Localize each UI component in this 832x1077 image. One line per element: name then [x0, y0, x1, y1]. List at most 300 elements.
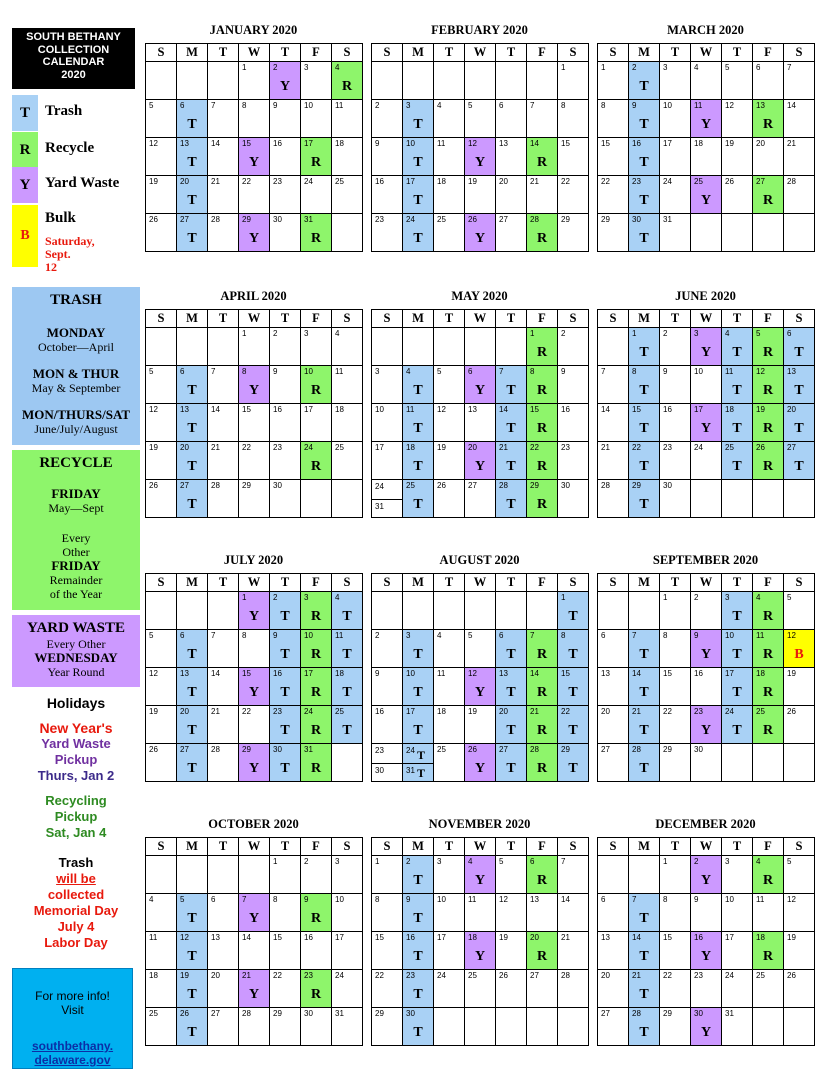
day-number: 31 — [304, 215, 313, 224]
pickup-code: Y — [279, 79, 291, 94]
empty-day-cell — [145, 855, 177, 894]
day-number: 17 — [725, 669, 734, 678]
day-number: 2 — [406, 857, 411, 866]
trash-day-cell — [402, 893, 434, 932]
day-number: 28 — [632, 1009, 641, 1018]
empty-day-cell — [690, 213, 722, 252]
pickup-code: T — [794, 383, 804, 398]
week-row — [145, 441, 362, 479]
holiday-new-years: New Year's — [39, 720, 113, 736]
day-number: 23 — [632, 177, 641, 186]
pickup-code: T — [187, 459, 197, 474]
day-number: 18 — [756, 669, 765, 678]
day-number: 22 — [663, 707, 672, 716]
day-number: 5 — [468, 101, 473, 110]
day-number: 26 — [437, 481, 446, 490]
day-cell — [207, 969, 239, 1008]
recycle-remainder: Remainder — [49, 573, 103, 587]
trash-day-cell — [402, 137, 434, 176]
day-number: 20 — [756, 139, 765, 148]
day-number: 5 — [499, 857, 504, 866]
recycle-day-cell — [300, 591, 332, 630]
empty-day-cell — [597, 855, 629, 894]
yard-waste-day-cell — [238, 893, 270, 932]
day-number: 27 — [601, 1009, 610, 1018]
pickup-code: R — [310, 911, 322, 926]
day-cell — [207, 175, 239, 214]
week-row — [145, 855, 362, 893]
day-number: 3 — [725, 593, 730, 602]
day-number: 6 — [601, 631, 606, 640]
empty-day-cell — [721, 479, 753, 518]
weekday-header: W — [690, 43, 722, 62]
day-number: 1 — [663, 593, 668, 602]
day-number: 26 — [149, 481, 158, 490]
weekday-header: S — [597, 837, 629, 856]
pickup-code: T — [280, 647, 290, 662]
empty-day-cell — [402, 61, 434, 100]
empty-day-cell — [331, 479, 363, 518]
day-cell — [597, 743, 629, 782]
split-day-trash — [403, 763, 433, 782]
more-info-line-2: Visit — [61, 1003, 84, 1017]
day-number: 15 — [663, 933, 672, 942]
pickup-code: T — [413, 421, 423, 436]
empty-day-cell — [176, 591, 208, 630]
weekday-header: M — [176, 309, 208, 328]
recycle-schedule-months: May—Sept — [48, 501, 104, 515]
pickup-code: R — [310, 685, 322, 700]
recycle-day-cell — [526, 931, 558, 970]
day-number: 31 — [725, 1009, 734, 1018]
day-number: 2 — [375, 101, 380, 110]
day-number: 1 — [561, 593, 566, 602]
trash-day-cell — [176, 365, 208, 404]
weekday-header: S — [371, 43, 403, 62]
day-number: 9 — [273, 367, 278, 376]
day-number: 27 — [468, 481, 477, 490]
recycle-schedule-day: FRIDAY — [51, 486, 101, 501]
trash-schedule-months-1: October—April — [38, 340, 114, 354]
day-number: 1 — [375, 857, 380, 866]
day-number: 29 — [242, 215, 251, 224]
empty-day-cell — [207, 591, 239, 630]
empty-day-cell — [752, 213, 784, 252]
day-cell — [597, 893, 629, 932]
trash-day-cell — [557, 591, 589, 630]
day-cell — [557, 931, 589, 970]
yard-waste-day-cell — [464, 137, 496, 176]
day-number: 20 — [180, 177, 189, 186]
website-link[interactable] — [13, 1039, 132, 1067]
day-number: 27 — [787, 443, 796, 452]
day-number: 4 — [335, 63, 340, 72]
day-cell — [721, 931, 753, 970]
day-cell — [371, 365, 403, 404]
day-cell — [269, 327, 301, 366]
day-number: 6 — [180, 367, 185, 376]
day-number: 19 — [180, 971, 189, 980]
day-number: 1 — [242, 329, 247, 338]
day-number: 20 — [787, 405, 796, 414]
day-number: 5 — [787, 593, 792, 602]
day-number: 14 — [211, 669, 220, 678]
week-row — [371, 855, 588, 893]
day-number: 26 — [468, 215, 477, 224]
weekday-header: S — [597, 309, 629, 328]
holidays-section — [12, 695, 140, 951]
pickup-code: R — [762, 193, 774, 208]
weekday-header: W — [464, 837, 496, 856]
day-number: 27 — [530, 971, 539, 980]
pickup-code: T — [416, 747, 425, 762]
pickup-code: T — [639, 685, 649, 700]
day-number: 3 — [694, 329, 699, 338]
yard-waste-day-cell — [464, 743, 496, 782]
pickup-code: R — [536, 685, 548, 700]
pickup-code: R — [310, 987, 322, 1002]
day-number: 30 — [406, 1009, 415, 1018]
pickup-code: T — [413, 987, 423, 1002]
day-number: 16 — [375, 707, 384, 716]
day-cell — [269, 893, 301, 932]
week-row — [145, 969, 362, 1007]
day-number: 16 — [561, 405, 570, 414]
day-cell — [331, 893, 363, 932]
day-cell — [721, 855, 753, 894]
day-number: 12 — [149, 139, 158, 148]
day-number: 8 — [561, 101, 566, 110]
day-number: 24 — [406, 215, 415, 224]
week-row — [597, 705, 814, 743]
day-number: 11 — [335, 631, 344, 640]
recycle-day-cell — [300, 365, 332, 404]
week-row — [371, 61, 588, 99]
day-number: 1 — [242, 593, 247, 602]
day-cell — [300, 175, 332, 214]
day-number: 2 — [273, 329, 278, 338]
day-cell — [371, 667, 403, 706]
day-number: 13 — [756, 101, 765, 110]
pickup-code: R — [762, 647, 774, 662]
yard-waste-day-cell — [464, 667, 496, 706]
day-cell — [300, 99, 332, 138]
day-number: 11 — [149, 933, 158, 942]
day-number: 22 — [601, 177, 610, 186]
pickup-code: Y — [474, 949, 486, 964]
pickup-code: T — [732, 459, 742, 474]
weekday-header: S — [331, 309, 363, 328]
day-cell — [597, 175, 629, 214]
day-number: 26 — [725, 177, 734, 186]
pickup-code: T — [187, 949, 197, 964]
weekday-header-row — [145, 573, 362, 591]
day-number: 12 — [787, 631, 796, 640]
day-cell — [433, 365, 465, 404]
day-number: 25 — [468, 971, 477, 980]
day-number: 4 — [437, 631, 442, 640]
month-grid — [597, 573, 814, 781]
empty-day-cell — [433, 1007, 465, 1046]
week-row — [145, 705, 362, 743]
recycle-day-cell — [526, 327, 558, 366]
empty-day-cell — [495, 591, 527, 630]
weekday-header: F — [300, 309, 332, 328]
week-row — [145, 137, 362, 175]
recycle-day-cell — [526, 403, 558, 442]
day-number: 6 — [180, 631, 185, 640]
pickup-code: T — [568, 647, 578, 662]
day-number: 21 — [211, 177, 220, 186]
day-number: 28 — [787, 177, 796, 186]
weekday-header: T — [721, 573, 753, 592]
day-cell — [238, 441, 270, 480]
day-number: 7 — [499, 367, 504, 376]
weekday-header-row — [597, 43, 814, 61]
trash-day-cell — [176, 705, 208, 744]
weekday-header: T — [207, 573, 239, 592]
weekday-header: T — [269, 837, 301, 856]
recycle-schedule-box — [12, 450, 140, 610]
day-number: 20 — [499, 177, 508, 186]
day-cell — [690, 137, 722, 176]
trash-label: Trash — [45, 103, 83, 119]
day-cell — [433, 629, 465, 668]
day-number: 16 — [694, 669, 703, 678]
day-number: 12 — [787, 895, 796, 904]
empty-day-cell — [557, 1007, 589, 1046]
day-cell — [659, 893, 691, 932]
day-number: 28 — [242, 1009, 251, 1018]
day-cell — [145, 931, 177, 970]
week-row — [597, 327, 814, 365]
week-row — [371, 479, 588, 517]
day-number: 2 — [663, 329, 668, 338]
recycle-day-cell — [752, 705, 784, 744]
pickup-code: Y — [700, 1025, 712, 1040]
holiday-labor-day: Labor Day — [44, 935, 108, 950]
day-number: 23 — [273, 443, 282, 452]
yard-waste-day-cell — [269, 61, 301, 100]
trash-day-cell — [628, 365, 660, 404]
trash-schedule-heading: TRASH — [50, 292, 102, 308]
weekday-header-row — [371, 309, 588, 327]
day-number: 30 — [561, 481, 570, 490]
pickup-code: T — [639, 421, 649, 436]
bulk-day-cell — [783, 629, 815, 668]
yard-label: Yard Waste — [45, 175, 120, 191]
month-calendar — [371, 553, 588, 784]
day-number: 8 — [242, 367, 247, 376]
weekday-header: M — [628, 837, 660, 856]
day-number: 22 — [561, 177, 570, 186]
pickup-code: T — [187, 193, 197, 208]
yard-waste-day-cell — [690, 855, 722, 894]
week-row — [597, 893, 814, 931]
day-number: 31 — [375, 501, 384, 511]
week-row — [597, 1007, 814, 1045]
day-cell — [783, 667, 815, 706]
day-number: 22 — [663, 971, 672, 980]
day-cell — [752, 137, 784, 176]
day-cell — [331, 403, 363, 442]
pickup-code: R — [536, 345, 548, 360]
day-number: 21 — [530, 707, 539, 716]
holidays-heading: Holidays — [46, 695, 106, 711]
empty-day-cell — [402, 591, 434, 630]
pickup-code: R — [762, 117, 774, 132]
day-number: 28 — [499, 481, 508, 490]
empty-day-cell — [752, 479, 784, 518]
day-number: 17 — [406, 707, 415, 716]
day-number: 24 — [304, 443, 313, 452]
pickup-code: T — [280, 761, 290, 776]
day-number: 7 — [211, 101, 216, 110]
pickup-code: R — [536, 761, 548, 776]
day-number: 12 — [756, 367, 765, 376]
day-cell — [464, 403, 496, 442]
pickup-code: T — [413, 949, 423, 964]
trash-day-cell — [628, 931, 660, 970]
day-number: 28 — [211, 481, 220, 490]
day-number: 1 — [530, 329, 535, 338]
pickup-code: Y — [248, 231, 260, 246]
day-cell — [659, 591, 691, 630]
pickup-code: T — [732, 609, 742, 624]
day-number: 29 — [273, 1009, 282, 1018]
day-number: 28 — [211, 745, 220, 754]
yard-waste-day-cell — [690, 705, 722, 744]
day-cell — [207, 137, 239, 176]
day-cell — [269, 99, 301, 138]
empty-day-cell — [207, 327, 239, 366]
trash-day-cell — [269, 705, 301, 744]
holiday-yard-line-2: Pickup — [54, 752, 98, 767]
weekday-header: S — [145, 309, 177, 328]
pickup-code: T — [639, 155, 649, 170]
week-row — [145, 213, 362, 251]
pickup-code: T — [732, 647, 742, 662]
day-cell — [269, 931, 301, 970]
pickup-code: T — [506, 647, 516, 662]
day-cell — [331, 175, 363, 214]
day-number: 2 — [561, 329, 566, 338]
split-day-trash — [403, 744, 433, 763]
title-line-2: COLLECTION — [37, 43, 110, 56]
recycle-day-cell — [752, 931, 784, 970]
week-row — [371, 1007, 588, 1045]
pickup-code: Y — [700, 949, 712, 964]
pickup-code: Y — [248, 987, 260, 1002]
pickup-code: T — [413, 497, 423, 512]
pickup-code: R — [310, 609, 322, 624]
holiday-trash-line-3: collected — [47, 887, 105, 902]
day-number: 20 — [180, 707, 189, 716]
day-number: 13 — [468, 405, 477, 414]
weekday-header: T — [721, 43, 753, 62]
day-cell — [207, 705, 239, 744]
day-number: 30 — [632, 215, 641, 224]
pickup-code: Y — [700, 723, 712, 738]
month-title: OCTOBER 2020 — [208, 817, 299, 831]
day-cell — [207, 1007, 239, 1046]
day-number: 9 — [694, 895, 699, 904]
holiday-trash-line-1: Trash — [58, 855, 94, 870]
day-number: 13 — [787, 367, 796, 376]
day-cell — [495, 969, 527, 1008]
day-number: 22 — [273, 971, 282, 980]
day-cell — [269, 137, 301, 176]
day-number: 25 — [437, 215, 446, 224]
weekday-header: S — [145, 837, 177, 856]
yard-waste-day-cell — [690, 629, 722, 668]
day-number: 15 — [273, 933, 282, 942]
day-number: 8 — [242, 631, 247, 640]
empty-day-cell — [526, 1007, 558, 1046]
trash-day-cell — [402, 855, 434, 894]
day-cell — [659, 365, 691, 404]
day-number: 18 — [437, 177, 446, 186]
day-number: 13 — [499, 669, 508, 678]
week-row — [145, 327, 362, 365]
week-row — [145, 931, 362, 969]
day-cell — [557, 403, 589, 442]
trash-day-cell — [721, 705, 753, 744]
pickup-code: R — [310, 231, 322, 246]
day-cell — [371, 99, 403, 138]
pickup-code: T — [187, 1025, 197, 1040]
day-cell — [269, 969, 301, 1008]
month-calendar — [597, 817, 814, 1048]
recycle-friday: FRIDAY — [51, 558, 101, 573]
more-info-box — [12, 968, 133, 1069]
weekday-header: S — [597, 573, 629, 592]
weekday-header: T — [721, 309, 753, 328]
trash-day-cell — [495, 667, 527, 706]
recycle-day-cell — [526, 667, 558, 706]
day-number: 8 — [663, 631, 668, 640]
week-row — [371, 667, 588, 705]
day-cell — [207, 403, 239, 442]
day-number: 23 — [273, 707, 282, 716]
day-cell — [300, 61, 332, 100]
day-cell — [526, 969, 558, 1008]
pickup-code: T — [639, 647, 649, 662]
day-cell — [783, 175, 815, 214]
day-number: 8 — [601, 101, 606, 110]
yard-waste-day-cell — [690, 931, 722, 970]
pickup-code: T — [413, 911, 423, 926]
day-number: 15 — [530, 405, 539, 414]
day-number: 9 — [694, 631, 699, 640]
week-row — [145, 99, 362, 137]
bulk-date: Sept. 12 — [45, 247, 71, 274]
trash-day-cell — [331, 705, 363, 744]
day-cell — [331, 137, 363, 176]
trash-day-cell — [176, 893, 208, 932]
day-number: 25 — [335, 707, 344, 716]
day-cell — [721, 137, 753, 176]
day-cell — [331, 327, 363, 366]
day-cell — [690, 365, 722, 404]
day-number: 24 — [304, 707, 313, 716]
yard-year-round: Year Round — [47, 665, 105, 679]
day-cell — [495, 855, 527, 894]
pickup-code: Y — [248, 685, 260, 700]
trash-day-cell — [495, 403, 527, 442]
day-number: 15 — [601, 139, 610, 148]
legend-sidebar — [9, 0, 140, 1077]
